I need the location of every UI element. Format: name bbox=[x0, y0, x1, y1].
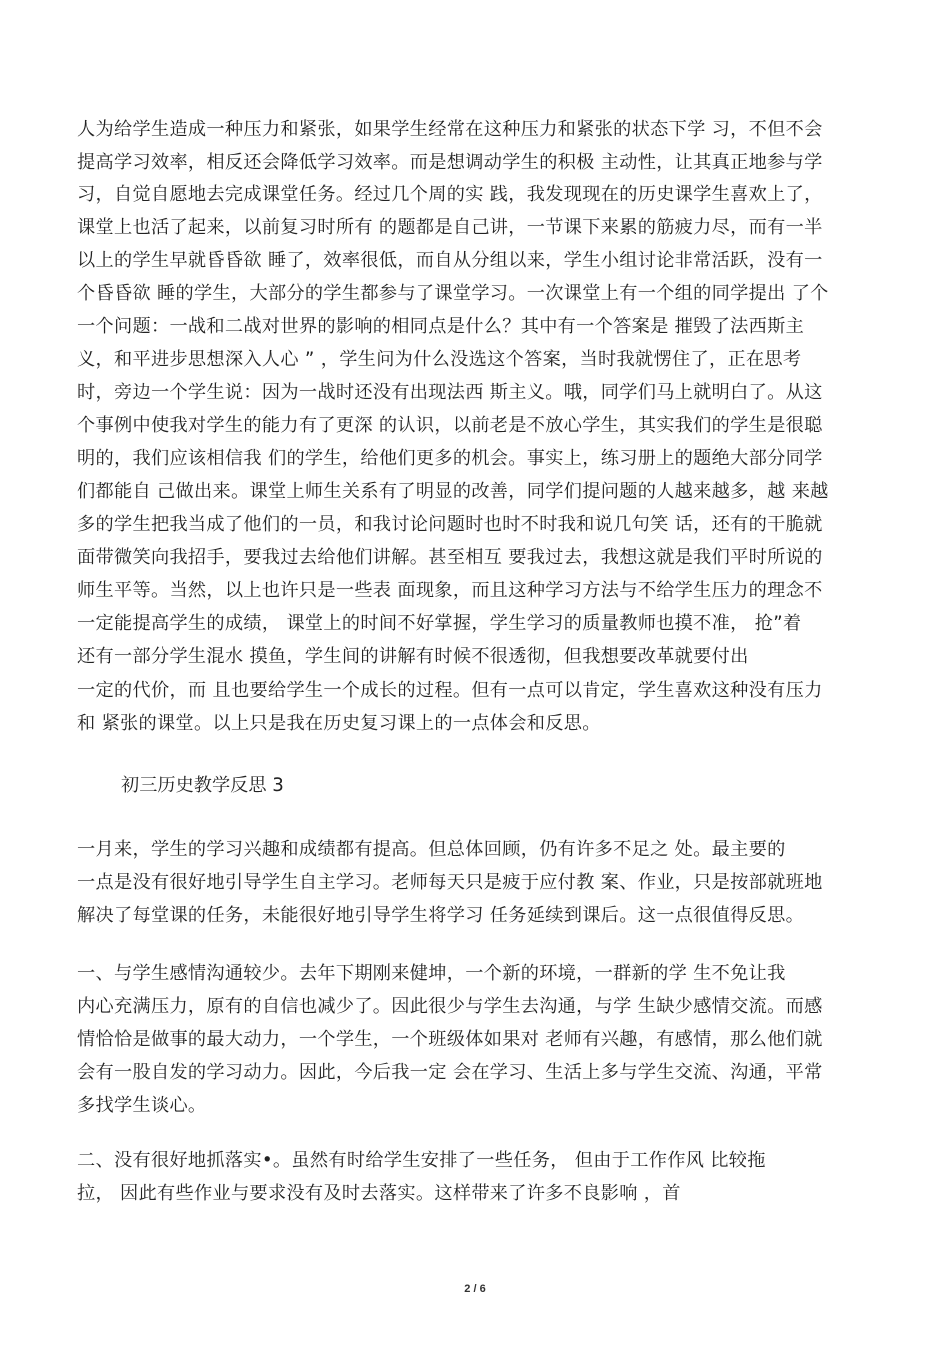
text-line: 一定的代价，而 且也要给学生一个成长的过程。但有一点可以肯定，学生喜欢这种没有压力 bbox=[77, 680, 823, 701]
text-line: 一点是没有很好地引导学生自主学习。老师每天只是疲于应付教 案、作业，只是按部就班地 bbox=[77, 872, 823, 893]
text-line: 情恰恰是做事的最大动力，一个学生，一个班级体如果对 老师有兴趣，有感情，那么他们就 bbox=[77, 1029, 823, 1050]
text-line: 个事例中使我对学生的能力有了更深 的认识，以前老是不放心学生，其实我们的学生是很聪 bbox=[77, 415, 823, 436]
text-line: 拉， 因此有些作业与要求没有及时去落实。这样带来了许多不良影响 ，首 bbox=[77, 1183, 681, 1204]
text-line: 以上的学生早就昏昏欲 睡了，效率很低，而自从分组以来，学生小组讨论非常活跃，没有一 bbox=[77, 250, 823, 271]
text-line: 们都能自 己做出来。课堂上师生关系有了明显的改善，同学们提问题的人越来越多，越 来越 bbox=[77, 481, 829, 502]
text-line: 一定能提高学生的成绩， 课堂上的时间不好掌握，学生学习的质量教师也摸不准， 抢”着 bbox=[77, 613, 802, 634]
section-title: 初三历史教学反思 3 bbox=[121, 775, 284, 796]
text-line: 会有一股自发的学习动力。因此，今后我一定 会在学习、生活上多与学生交流、沟通，平常 bbox=[77, 1062, 823, 1083]
text-line: 个昏昏欲 睡的学生，大部分的学生都参与了课堂学习。一次课堂上有一个组的同学提出 了个 bbox=[77, 283, 829, 304]
text-line: 一月来，学生的学习兴趣和成绩都有提高。但总体回顾，仍有许多不足之 处。最主要的 bbox=[77, 839, 786, 860]
text-line: 明的，我们应该相信我 们的学生，给他们更多的机会。事实上，练习册上的题绝大部分同学 bbox=[77, 448, 823, 469]
text-line: 解决了每堂课的任务，未能很好地引导学生将学习 任务延续到课后。这一点很值得反思。 bbox=[77, 905, 805, 926]
text-line: 师生平等。当然，以上也许只是一些表 面现象，而且这种学习方法与不给学生压力的理念不 bbox=[77, 580, 823, 601]
text-line: 课堂上也活了起来，以前复习时所有 的题都是自己讲，一节课下来累的筋疲力尽，而有一半 bbox=[77, 217, 823, 238]
page-number: 2 / 6 bbox=[464, 1283, 486, 1295]
text-line: 时，旁边一个学生说：因为一战时还没有出现法西 斯主义。哦，同学们马上就明白了。从这 bbox=[77, 382, 823, 403]
text-line: 一个问题：一战和二战对世界的影响的相同点是什么？其中有一个答案是 摧毁了法西斯主 bbox=[77, 316, 805, 337]
text-line: 一、与学生感情沟通较少。去年下期刚来健坤，一个新的环境，一群新的学 生不免让我 bbox=[77, 963, 786, 984]
text-line: 习，自觉自愿地去完成课堂任务。经过几个周的实 践，我发现现在的历史课学生喜欢上了， bbox=[77, 184, 823, 205]
text-line: 多的学生把我当成了他们的一员，和我讨论问题时也时不时我和说几句笑 话，还有的干脆就 bbox=[77, 514, 823, 535]
text-line: 还有一部分学生混水 摸鱼，学生间的讲解有时候不很透彻，但我想要改革就要付出 bbox=[77, 646, 749, 667]
text-line: 内心充满压力，原有的自信也减少了。因此很少与学生去沟通，与学 生缺少感情交流。而感 bbox=[77, 996, 823, 1017]
text-line: 和 紧张的课堂。以上只是我在历史复习课上的一点体会和反思。 bbox=[77, 713, 601, 734]
text-line: 二、没有很好地抓落实•。虽然有时给学生安排了一些任务， 但由于工作作风 比较拖 bbox=[77, 1150, 766, 1171]
text-line: 义，和平进步思想深入人心 ” ，学生问为什么没选这个答案，当时我就愣住了，正在思考 bbox=[77, 349, 802, 370]
text-line: 多找学生谈心。 bbox=[77, 1095, 207, 1116]
text-line: 面带微笑向我招手，要我过去给他们讲解。甚至相互 要我过去，我想这就是我们平时所说的 bbox=[77, 547, 823, 568]
text-line: 人为给学生造成一种压力和紧张，如果学生经常在这种压力和紧张的状态下学 习，不但不会 bbox=[77, 119, 823, 140]
text-line: 提高学习效率，相反还会降低学习效率。而是想调动学生的积极 主动性，让其真正地参与学 bbox=[77, 152, 823, 173]
